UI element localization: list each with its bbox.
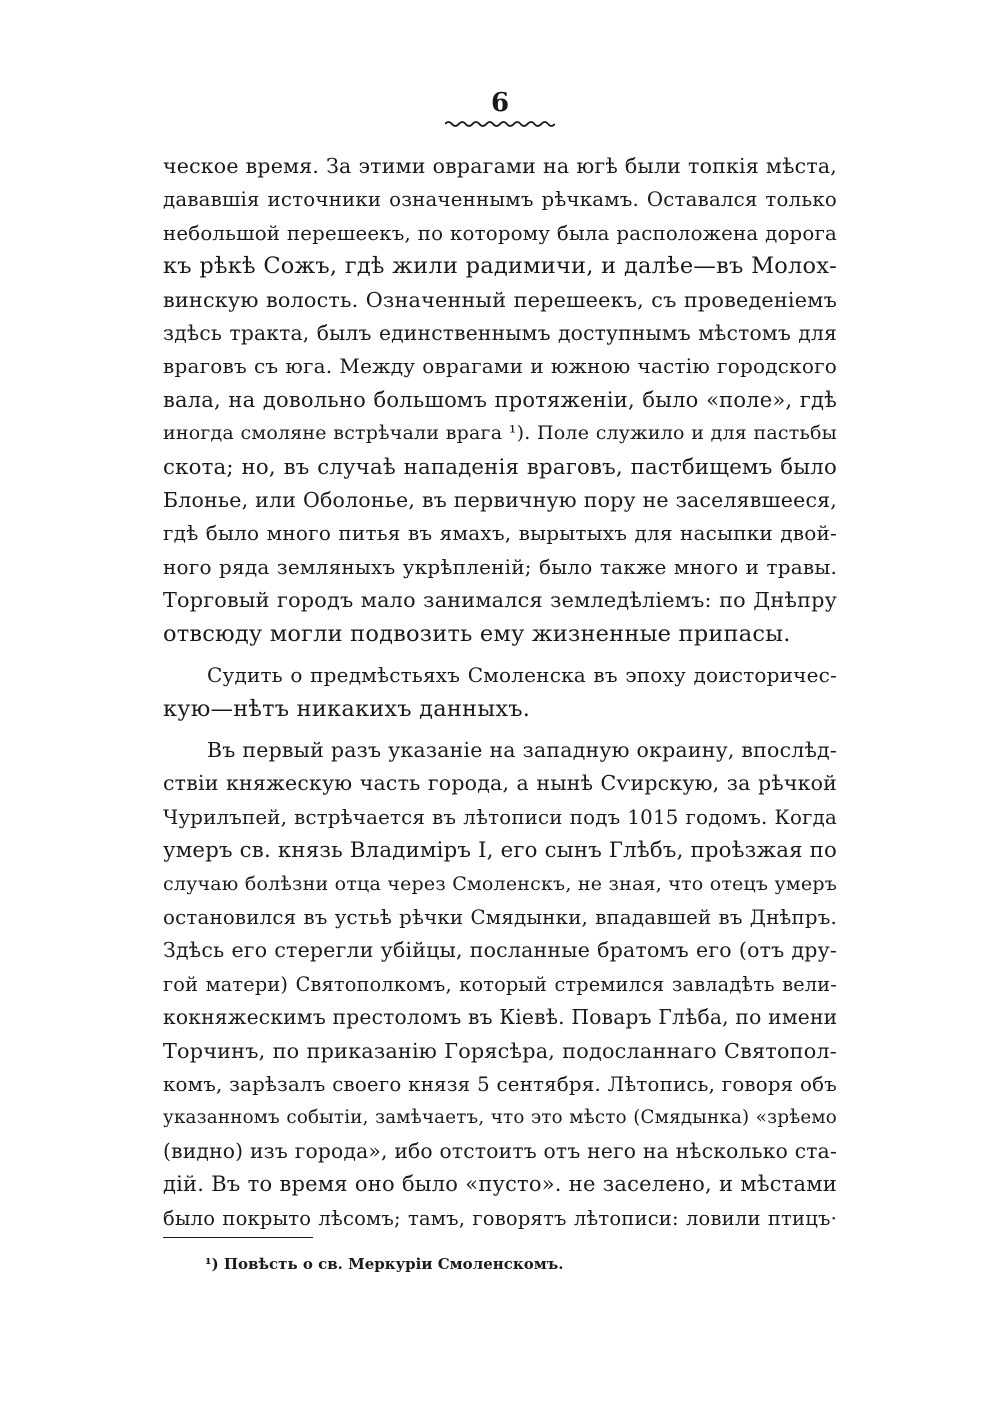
text-line: гой матери) Святополкомъ, который стремился завладѣть вели- xyxy=(163,972,837,996)
text-line: вала, на довольно большомъ протяженіи, было «поле», гдѣ xyxy=(163,387,837,412)
text-line: Судить о предмѣстьяхъ Смоленска въ эпоху доисторичес- xyxy=(207,663,837,688)
text-line: ствіи княжескую часть города, а нынѣ Сѵирскую, за рѣчкой xyxy=(163,771,837,796)
text-line: (видно) изъ города», ибо отстоитъ отъ него на нѣсколько ста- xyxy=(163,1138,837,1163)
text-line: ного ряда земляныхъ укрѣпленій; было также много и травы. xyxy=(163,554,837,579)
text-line: случаю болѣзни отца через Смоленскъ, не зная, что отецъ умеръ xyxy=(163,872,837,895)
text-line: винскую волость. Означенный перешеекъ, съ проведеніемъ xyxy=(163,287,837,312)
text-line: дававшія источники означеннымъ рѣчкамъ. Оставался только xyxy=(163,188,837,212)
text-line: гдѣ было много питья въ ямахъ, вырытыхъ для насыпки двой- xyxy=(163,521,837,546)
paragraph xyxy=(163,734,837,1235)
text-line: враговъ съ юга. Между оврагами и южною частію городского xyxy=(163,354,837,379)
text-line: кую—нѣтъ никакихъ данныхъ. xyxy=(163,695,531,722)
page-header xyxy=(0,88,1000,128)
text-line: указанномъ событіи, замѣчаетъ, что это мѣсто (Смядынка) «зрѣемо xyxy=(163,1107,837,1129)
text-line: кокняжескимъ престоломъ въ Кіевѣ. Поваръ Глѣба, по имени xyxy=(163,1005,838,1030)
text-line: дій. Въ то время оно было «пусто». не заселено, и мѣстами xyxy=(163,1172,837,1197)
text-line: Чурилъпей, встрѣчается въ лѣтописи подъ 1015 годомъ. Когда xyxy=(163,805,837,829)
text-line: было покрыто лѣсомъ; тамъ, говорятъ лѣтописи: ловили птицъ· xyxy=(163,1206,837,1230)
text-line: Торговый городъ мало занимался земледѣліемъ: по Днѣпру xyxy=(163,588,837,613)
paragraph xyxy=(163,659,837,726)
text-line: Въ первый разъ указаніе на западную окраину, впослѣд- xyxy=(207,737,837,762)
footnote-divider xyxy=(163,1237,313,1238)
text-line: отвсюду могли подвозить ему жизненные припасы. xyxy=(163,620,791,647)
text-line: скота; но, въ случаѣ нападенія враговъ, пастбищемъ было xyxy=(163,454,837,480)
text-line: остановился въ устьѣ рѣчки Смядынки, впадавшей въ Днѣпръ. xyxy=(163,905,837,929)
text-line: умеръ св. князь Владиміръ I, его сынъ Глѣбъ, проѣзжая по xyxy=(163,838,837,864)
paragraph xyxy=(163,150,837,651)
text-line: Здѣсь его стерегли убійцы, посланные братомъ его (отъ дру- xyxy=(163,938,837,963)
text-line: здѣсь тракта, былъ единственнымъ доступнымъ мѣстомъ для xyxy=(163,321,837,346)
text-line: Блонье, или Оболонье, въ первичную пору не заселявшееся, xyxy=(163,488,837,513)
text-line: Торчинъ, по приказанію Горясѣра, подосланнаго Святопол- xyxy=(163,1038,837,1063)
text-line: комъ, зарѣзалъ своего князя 5 сентября. Лѣтопись, говоря объ xyxy=(163,1072,837,1096)
text-line: иногда смоляне встрѣчали врага ¹). Поле служило и для пастьбы xyxy=(163,422,837,445)
text-line: къ рѣкѣ Сожъ, гдѣ жили радимичи, и далѣе—въ Молох- xyxy=(163,253,837,280)
wavy-rule-ornament xyxy=(445,120,555,128)
footnote: ¹) Повѣсть о св. Меркуріи Смоленскомъ. xyxy=(205,1255,564,1273)
text-line: ческое время. За этими оврагами на югѣ были топкія мѣста, xyxy=(163,154,837,178)
text-line: небольшой перешеекъ, по которому была расположена дорога xyxy=(163,221,837,245)
body-text xyxy=(163,150,837,1235)
page-number: 6 xyxy=(490,88,510,118)
